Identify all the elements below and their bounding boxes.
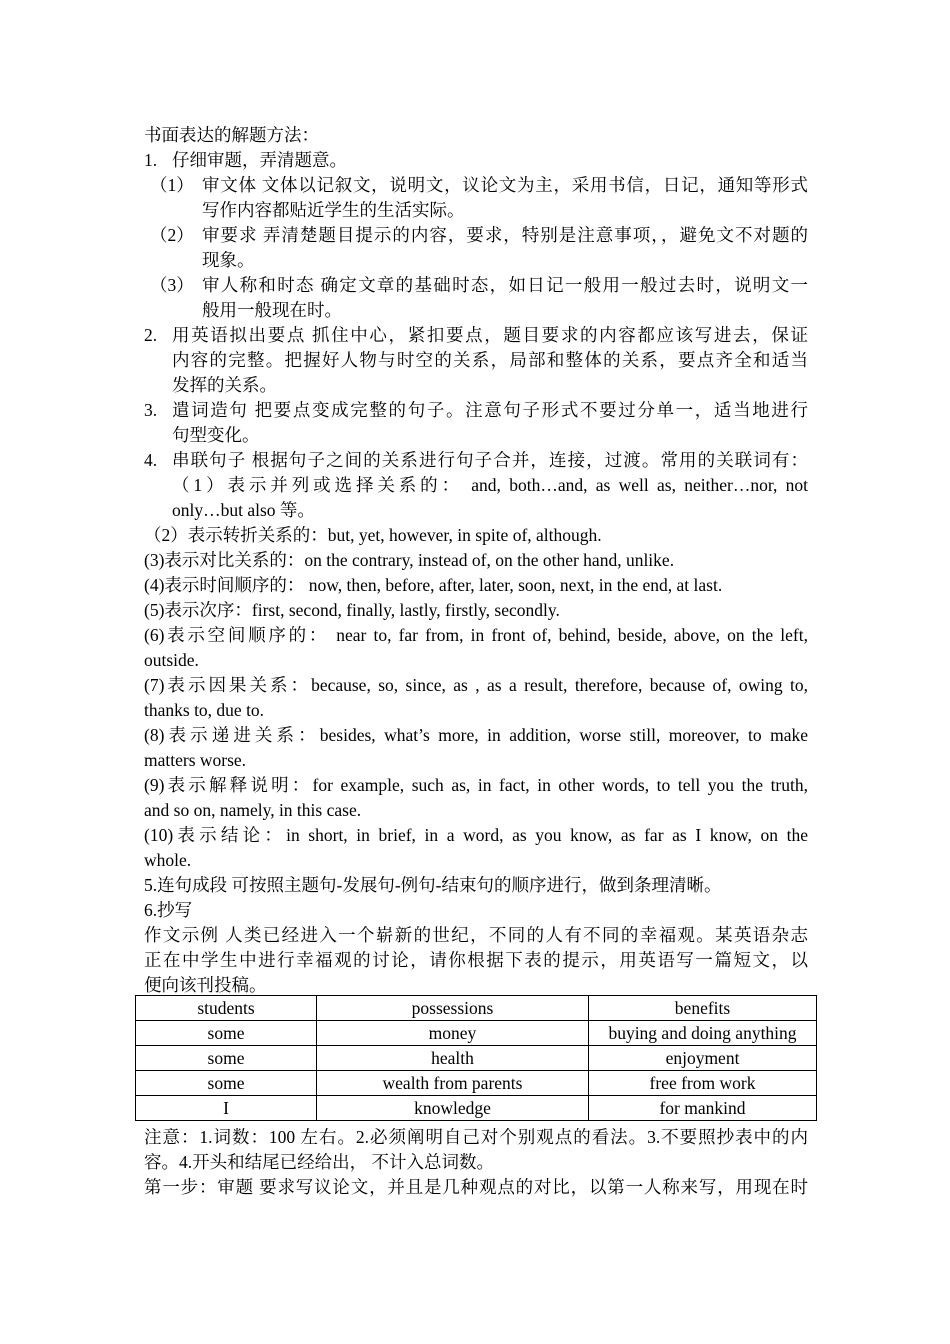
table-cell: knowledge xyxy=(317,1096,589,1121)
sub-1-label: （1） xyxy=(150,175,194,195)
step-2-line-2: 内容的完整。把握好人物与时空的关系，局部和整体的关系，要点齐全和适当 xyxy=(172,350,808,370)
step-1-sub-1 xyxy=(144,173,808,198)
note-line-2: 容。4.开头和结尾已经给出， 不计入总词数。 xyxy=(144,1152,494,1172)
example-line-3: 便向该刊投稿。 xyxy=(144,975,267,995)
happiness-table xyxy=(135,995,817,1121)
connective-6-line-1: (6)表示空间顺序的： near to, far from, in front of, behind, beside, above, on the left, xyxy=(144,625,808,645)
step-4-line-3: only…but also 等。 xyxy=(172,500,315,520)
table-row xyxy=(136,1096,817,1121)
table-header-cell: students xyxy=(136,996,317,1021)
connective-6-line-2: outside. xyxy=(144,650,199,670)
table-cell: money xyxy=(317,1021,589,1046)
table-row xyxy=(136,1021,817,1046)
step-6: 6.抄写 xyxy=(144,900,193,920)
connective-10-line-1: (10)表示结论：in short, in brief, in a word, as you know, as far as I know, on the xyxy=(144,825,808,845)
example-line-2: 正在中学生中进行幸福观的讨论，请你根据下表的提示，用英语写一篇短文，以 xyxy=(144,950,808,970)
table-cell: some xyxy=(136,1071,317,1096)
table-header-cell: possessions xyxy=(317,996,589,1021)
table-row xyxy=(136,1071,817,1096)
connective-8-line-2: matters worse. xyxy=(144,750,247,770)
table-header-cell: benefits xyxy=(589,996,817,1021)
step-4-line-2: （1）表示并列或选择关系的： and, both…and, as well as, neither…nor, not xyxy=(172,475,808,495)
table-cell: enjoyment xyxy=(589,1046,817,1071)
step-4-label: 4. xyxy=(144,450,158,470)
sub-2-line-1: 审要求 弄清楚题目提示的内容，要求，特别是注意事项，，避免文不对题的 xyxy=(202,225,808,245)
sub-3-label: （3） xyxy=(150,275,194,295)
connective-3: (3)表示对比关系的：on the contrary, instead of, on the other hand, unlike. xyxy=(144,550,675,570)
step-1-sub-3 xyxy=(144,273,808,298)
step-1-sub-2 xyxy=(144,223,808,248)
example-line-1: 作文示例 人类已经进入一个崭新的世纪，不同的人有不同的幸福观。某英语杂志 xyxy=(144,925,808,945)
step-4-line-1: 串联句子 根据句子之间的关系进行句子合并，连接，过渡。常用的关联词有： xyxy=(172,450,808,470)
connective-7-line-1: (7)表示因果关系：because, so, since, as , as a result, therefore, because of, owing to, xyxy=(144,675,808,695)
connective-10-line-2: whole. xyxy=(144,850,192,870)
step-2-line-1: 用英语拟出要点 抓住中心，紧扣要点，题目要求的内容都应该写进去，保证 xyxy=(172,325,808,345)
step-one-line: 第一步：审题 要求写议论文，并且是几种观点的对比，以第一人称来写，用现在时 xyxy=(144,1177,808,1197)
connective-4: (4)表示时间顺序的： now, then, before, after, later, soon, next, in the end, at last. xyxy=(144,575,723,595)
connective-8-line-1: (8)表示递进关系：besides, what’s more, in addition, worse still, moreover, to make xyxy=(144,725,808,745)
table-cell: for mankind xyxy=(589,1096,817,1121)
table-header-row xyxy=(136,996,817,1021)
sub-2-label: （2） xyxy=(150,225,194,245)
table-cell: I xyxy=(136,1096,317,1121)
table-cell: some xyxy=(136,1046,317,1071)
connective-2: （2）表示转折关系的：but, yet, however, in spite of, although. xyxy=(144,525,602,545)
sub-2-line-2: 现象。 xyxy=(202,250,255,270)
connective-7-line-2: thanks to, due to. xyxy=(144,700,265,720)
doc-title: 书面表达的解题方法： xyxy=(144,125,319,145)
step-4 xyxy=(144,448,808,473)
step-5: 5.连句成段 可按照主题句-发展句-例句-结束句的顺序进行，做到条理清晰。 xyxy=(144,875,722,895)
note-line-1: 注意：1.词数：100 左右。2.必须阐明自己对个别观点的看法。3.不要照抄表中的内 xyxy=(144,1127,808,1147)
sub-1-line-2: 写作内容都贴近学生的生活实际。 xyxy=(202,200,465,220)
step-3-line-1: 遣词造句 把要点变成完整的句子。注意句子形式不要过分单一，适当地进行 xyxy=(172,400,808,420)
connective-9-line-1: (9)表示解释说明：for example, such as, in fact, in other words, to tell you the truth, xyxy=(144,775,808,795)
notes-section xyxy=(144,1125,808,1200)
table-row xyxy=(136,1046,817,1071)
table-cell: wealth from parents xyxy=(317,1071,589,1096)
document-body xyxy=(144,123,808,998)
table-cell: some xyxy=(136,1021,317,1046)
step-3 xyxy=(144,398,808,423)
step-1-text: 仔细审题，弄清题意。 xyxy=(172,150,347,170)
connective-9-line-2: and so on, namely, in this case. xyxy=(144,800,362,820)
step-1 xyxy=(144,148,808,173)
step-2 xyxy=(144,323,808,348)
step-2-label: 2. xyxy=(144,325,158,345)
table-cell: health xyxy=(317,1046,589,1071)
step-2-line-3: 发挥的关系。 xyxy=(172,375,277,395)
sub-1-line-1: 审文体 文体以记叙文，说明文，议论文为主，采用书信，日记，通知等形式 xyxy=(202,175,808,195)
connective-5: (5)表示次序：first, second, finally, lastly, firstly, secondly. xyxy=(144,600,560,620)
step-3-line-2: 句型变化。 xyxy=(172,425,260,445)
table-cell: buying and doing anything xyxy=(589,1021,817,1046)
sub-3-line-2: 般用一般现在时。 xyxy=(202,300,342,320)
step-3-label: 3. xyxy=(144,400,158,420)
step-1-label: 1. xyxy=(144,150,158,170)
table-cell: free from work xyxy=(589,1071,817,1096)
sub-3-line-1: 审人称和时态 确定文章的基础时态，如日记一般用一般过去时，说明文一 xyxy=(202,275,808,295)
